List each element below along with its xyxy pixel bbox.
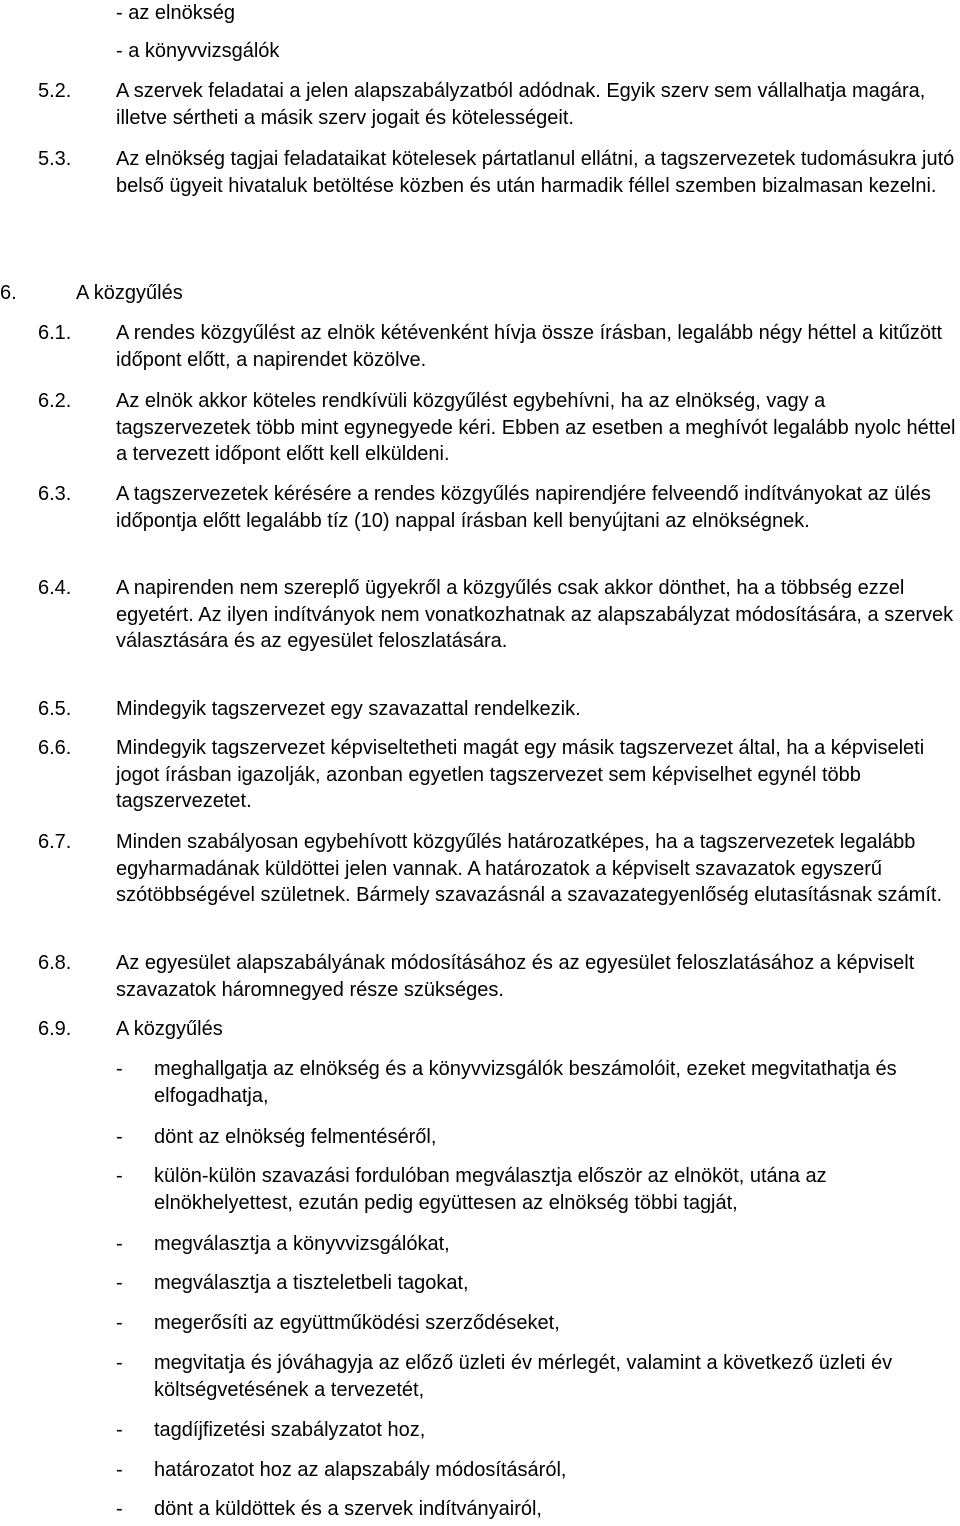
intro-item: - az elnökség — [116, 2, 235, 24]
list-item: megvitatja és jóváhagyja az előző üzleti év mérlegét, valamint a következő üzleti év költségvetésének a tervezetét, — [154, 1352, 893, 1401]
list-dash: - — [116, 1126, 123, 1148]
list-item: dönt az elnökség felmentéséről, — [154, 1126, 437, 1148]
list-item: külön-külön szavazási fordulóban megválasztja először az elnököt, utána az elnökhelyettest, ezután pedig együttesen az elnökség többi tagját, — [154, 1165, 827, 1214]
paragraph-text: A közgyűlés — [116, 1018, 223, 1040]
paragraph-text: A napirenden nem szereplő ügyekről a közgyűlés csak akkor dönthet, ha a többség ezzel egyetért. Az ilyen indítványok nem vonatkozhatnak az alapszabályzat módosítására, a szervek választására és az egyesület feloszlatására. — [116, 577, 954, 652]
list-dash: - — [116, 1352, 123, 1374]
paragraph-number: 6.6. — [38, 737, 72, 759]
paragraph-number: 5.2. — [38, 80, 72, 102]
list-item: megválasztja a könyvvizsgálókat, — [154, 1233, 450, 1255]
paragraph-number: 6.3. — [38, 483, 72, 505]
list-item: megerősíti az együttműködési szerződéseket, — [154, 1312, 560, 1334]
paragraph-text: Mindegyik tagszervezet képviseltetheti magát egy másik tagszervezet által, ha a képviseleti jogot írásban igazolják, azonban egyetlen tagszervezet sem képviselhet egynél több tagszervezetet. — [116, 737, 925, 812]
paragraph-number: 6.5. — [38, 698, 72, 720]
paragraph-number: 6.4. — [38, 577, 72, 599]
list-dash: - — [116, 1459, 123, 1481]
paragraph-text: A tagszervezetek kérésére a rendes közgyűlés napirendjére felveendő indítványokat az ülés időpontja előtt legalább tíz (10) nappal írásban kell benyújtani az elnökségnek. — [116, 483, 931, 532]
list-dash: - — [116, 1233, 123, 1255]
intro-item: - a könyvvizsgálók — [116, 40, 280, 62]
paragraph-text: A rendes közgyűlést az elnök kétévenként hívja össze írásban, legalább négy héttel a kitűzött időpont előtt, a napirendet közölve. — [116, 322, 943, 371]
paragraph-text: Az elnökség tagjai feladataikat kötelesek pártatlanul ellátni, a tagszervezetek tudomásukra jutó belső ügyeit hivataluk betöltése közben és után harmadik féllel szemben bizalmasan kezelni. — [116, 148, 955, 197]
list-dash: - — [116, 1272, 123, 1294]
section-title: A közgyűlés — [76, 282, 183, 304]
list-dash: - — [116, 1058, 123, 1080]
list-dash: - — [116, 1312, 123, 1334]
paragraph-number: 6.7. — [38, 831, 72, 853]
list-item: dönt a küldöttek és a szervek indítványairól, — [154, 1498, 542, 1520]
section-number: 6. — [0, 282, 17, 304]
list-item: határozatot hoz az alapszabály módosításáról, — [154, 1459, 567, 1481]
paragraph-text: Mindegyik tagszervezet egy szavazattal rendelkezik. — [116, 698, 581, 720]
paragraph-number: 6.1. — [38, 322, 72, 344]
paragraph-text: Az egyesület alapszabályának módosításához és az egyesület feloszlatásához a képviselt szavazatok háromnegyed része szükséges. — [116, 952, 915, 1001]
list-dash: - — [116, 1419, 123, 1441]
paragraph-number: 6.9. — [38, 1018, 72, 1040]
list-item: megválasztja a tiszteletbeli tagokat, — [154, 1272, 469, 1294]
list-item: meghallgatja az elnökség és a könyvvizsgálók beszámolóit, ezeket megvitathatja és elfogadhatja, — [154, 1058, 897, 1107]
paragraph-text: A szervek feladatai a jelen alapszabályzatból adódnak. Egyik szerv sem vállalhatja magára, illetve sértheti a másik szerv jogait és kötelességeit. — [116, 80, 926, 129]
paragraph-number: 5.3. — [38, 148, 72, 170]
list-dash: - — [116, 1498, 123, 1520]
paragraph-number: 6.8. — [38, 952, 72, 974]
list-item: tagdíjfizetési szabályzatot hoz, — [154, 1419, 426, 1441]
paragraph-text: Minden szabályosan egybehívott közgyűlés határozatképes, ha a tagszervezetek legalább egyharmadának küldöttei jelen vannak. A határozatok a képviselt szavazatok egyszerű szótöbbségével születnek. Bármely szavazásnál a szavazategyenlőség elutasításnak számít. — [116, 831, 942, 906]
paragraph-text: Az elnök akkor köteles rendkívüli közgyűlést egybehívni, ha az elnökség, vagy a tagszervezetek több mint egynegyede kéri. Ebben az esetben a meghívót legalább nyolc héttel a tervezett időpont előtt kell elküldeni. — [116, 390, 956, 465]
list-dash: - — [116, 1165, 123, 1187]
paragraph-number: 6.2. — [38, 390, 72, 412]
